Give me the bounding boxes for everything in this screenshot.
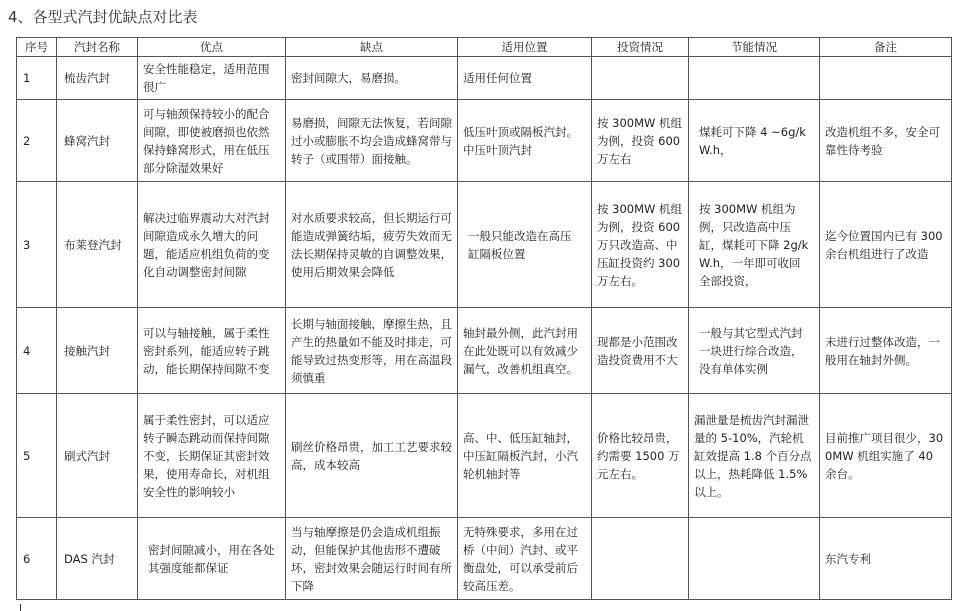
- disadvantages-cell: 易磨损，间隙无法恢复，若间隙过小或膨胀不均会造成蜂窝带与转子（或围带）面接触。: [286, 100, 458, 182]
- disadvantages-cell: 对水质要求较高，但长期运行可能造成弹簧结垢，疲劳失效而无法长期保持灵敏的自调整效果，使用后期效果会降低: [286, 182, 458, 308]
- disadvantages-cell: 长期与轴面接触，摩擦生热，且产生的热量如不能及时排走，可能导致过热变形等，用在高温段须慎重: [286, 308, 458, 394]
- energy-saving-cell: 煤耗可下降 4 ~6g/kW.h，: [689, 100, 820, 182]
- table-header-row: [17, 38, 952, 57]
- row-number: 3: [17, 182, 57, 308]
- row-number: 6: [17, 518, 57, 600]
- header-cell: 汽封名称: [57, 38, 138, 57]
- table-row: [17, 100, 952, 182]
- table-row: [17, 57, 952, 100]
- header-cell: 缺点: [286, 38, 458, 57]
- table-row: [17, 518, 952, 600]
- investment-cell: 现都是小范围改造投资费用不大: [592, 308, 689, 394]
- table-row: [17, 394, 952, 518]
- advantages-cell: 安全性能稳定，适用范围很广: [138, 57, 286, 100]
- remarks-cell: [820, 57, 952, 100]
- header-cell: 节能情况: [689, 38, 820, 57]
- header-cell: 序号: [17, 38, 57, 57]
- application-cell: 高、中、低压缸轴封，中压缸隔板汽封，小汽轮机轴封等: [458, 394, 592, 518]
- row-number: 1: [17, 57, 57, 100]
- seal-name: 接触汽封: [57, 308, 138, 394]
- application-cell: 轴封最外侧，此汽封用在此处既可以有效减少漏气，改善机组真空。: [458, 308, 592, 394]
- seal-name: 刷式汽封: [57, 394, 138, 518]
- header-cell: 优点: [138, 38, 286, 57]
- energy-saving-cell: 一般与其它型式汽封一块进行综合改造，没有单体实例: [689, 308, 820, 394]
- remarks-cell: 目前推广项目很少，300MW 机组实施了 40 余台。: [820, 394, 952, 518]
- remarks-cell: 未进行过整体改造，一般用在轴封外侧。: [820, 308, 952, 394]
- table-row: [17, 182, 952, 308]
- seal-name: 蜂窝汽封: [57, 100, 138, 182]
- energy-saving-cell: 漏泄量是梳齿汽封漏泄量的 5-10%，汽轮机缸效提高 1.8 个百分点以上，热耗降低 1.5%以上。: [689, 394, 820, 518]
- energy-saving-cell: [689, 57, 820, 100]
- advantages-cell: 可以与轴接触，属于柔性密封系列，能适应转子跳动，能长期保持间隙不变: [138, 308, 286, 394]
- application-cell: 低压叶顶或隔板汽封。中压叶顶汽封: [458, 100, 592, 182]
- remarks-cell: 改造机组不多，安全可靠性待考验: [820, 100, 952, 182]
- investment-cell: 按 300MW 机组为例，投资 600 万只改造高、中压缸投资约 300 万左右。: [592, 182, 689, 308]
- advantages-cell: 解决过临界震动大对汽封间隙造成永久增大的问题，能适应机组负荷的变化自动调整密封间隙: [138, 182, 286, 308]
- seal-name: 布莱登汽封: [57, 182, 138, 308]
- remarks-cell: 东汽专利: [820, 518, 952, 600]
- energy-saving-cell: 按 300MW 机组为例，只改造高中压缸，煤耗可下降 2g/kW.h，一年即可收回全部投资，: [689, 182, 820, 308]
- row-number: 4: [17, 308, 57, 394]
- text-cursor-mark: [20, 604, 21, 611]
- advantages-cell: 可与轴颈保持较小的配合间隙，即使被磨损也依然保持蜂窝形式，用在低压部分除湿效果好: [138, 100, 286, 182]
- header-cell: 适用位置: [458, 38, 592, 57]
- disadvantages-cell: 刷丝价格昂贵，加工工艺要求较高，成本较高: [286, 394, 458, 518]
- investment-cell: [592, 518, 689, 600]
- page-title: 4、各型式汽封优缺点对比表: [8, 8, 198, 26]
- header-cell: 备注: [820, 38, 952, 57]
- seal-name: 梳齿汽封: [57, 57, 138, 100]
- table-row: [17, 308, 952, 394]
- disadvantages-cell: 当与轴摩擦是仍会造成机组振动，但能保护其他齿形不遭破坏，密封效果会随运行时间有所下降: [286, 518, 458, 600]
- application-cell: 无特殊要求，多用在过桥（中间）汽封、或平衡盘处，可以承受前后较高压差。: [458, 518, 592, 600]
- advantages-cell: 密封间隙减小，用在各处其强度能都保证: [138, 518, 286, 600]
- seal-name: DAS 汽封: [57, 518, 138, 600]
- disadvantages-cell: 密封间隙大，易磨损。: [286, 57, 458, 100]
- row-number: 5: [17, 394, 57, 518]
- investment-cell: 按 300MW 机组为例，投资 600 万左右: [592, 100, 689, 182]
- advantages-cell: 属于柔性密封，可以适应转子瞬态跳动而保持间隙不变，长期保证其密封效果，使用寿命长，对机组安全性的影响较小: [138, 394, 286, 518]
- row-number: 2: [17, 100, 57, 182]
- comparison-table: [16, 37, 952, 600]
- application-cell: 一般只能改造在高压缸隔板位置: [458, 182, 592, 308]
- investment-cell: [592, 57, 689, 100]
- header-cell: 投资情况: [592, 38, 689, 57]
- energy-saving-cell: [689, 518, 820, 600]
- application-cell: 适用任何位置: [458, 57, 592, 100]
- remarks-cell: 迄今位置国内已有 300 余台机组进行了改造: [820, 182, 952, 308]
- investment-cell: 价格比较昂贵，约需要 1500 万元左右。: [592, 394, 689, 518]
